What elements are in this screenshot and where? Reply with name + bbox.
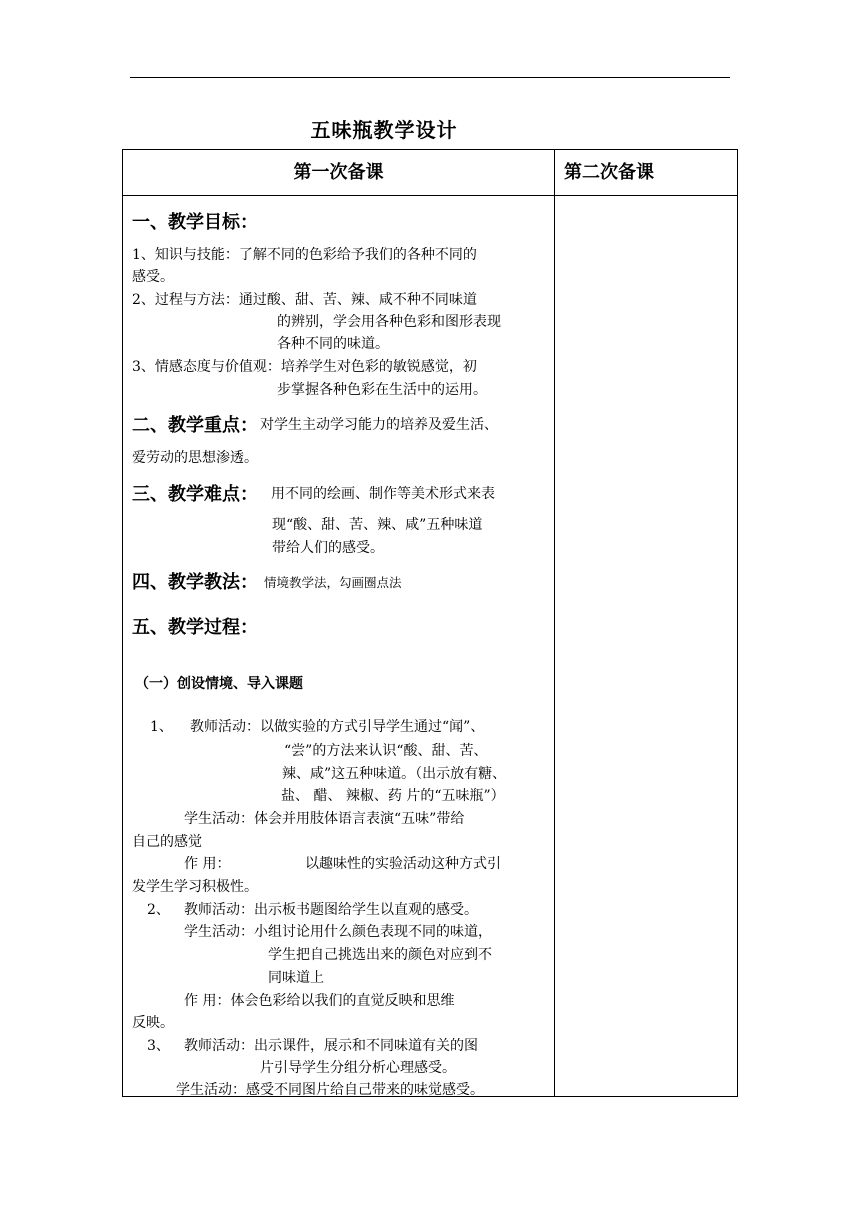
- lesson-plan-table: [122, 149, 738, 1097]
- goal3-line2: 步掌握各种色彩在生活中的运用。: [277, 382, 487, 398]
- step1-number: 1、: [150, 719, 173, 735]
- goal3-line1: 3、情感态度与价值观：培养学生对色彩的敏锐感觉，初: [132, 359, 477, 375]
- key-points-line1: 对学生主动学习能力的培养及爱生活、: [260, 417, 498, 433]
- goal2-line3: 各种不同的味道。: [277, 336, 389, 352]
- step1-teacher-line4: 盐、 醋、 辣椒、药 片的“五味瓶”）: [281, 788, 505, 804]
- key-points-heading: 二、教学重点：: [132, 415, 258, 436]
- key-points-line2: 爱劳动的思想渗透。: [132, 450, 258, 466]
- header-rule: [130, 77, 730, 78]
- teaching-method-text: 情境教学法，勾画圈点法: [264, 575, 402, 590]
- goal1-line2: 感受。: [132, 269, 174, 285]
- step3-teacher-line2: 片引导学生分组分析心理感受。: [260, 1060, 456, 1076]
- goal2-line2: 的辨别，学会用各种色彩和图形表现: [277, 314, 501, 330]
- step1-student-line1: 学生活动：体会并用肢体语言表演“五味”带给: [184, 811, 465, 827]
- step1-purpose-line1: 以趣味性的实验活动这种方式引: [305, 856, 501, 872]
- step2-number: 2、: [147, 902, 170, 918]
- step2-student-line1: 学生活动：小组讨论用什么颜色表现不同的味道，: [184, 924, 492, 940]
- step1-teacher-line3: 辣、咸”这五种味道。（出示放有糖、: [282, 766, 507, 782]
- step1-teacher-line2: “尝”的方法来认识“酸、甜、苦、: [284, 743, 488, 759]
- teaching-method-heading: 四、教学教法：: [132, 572, 258, 593]
- step1-purpose-line2: 发学生学习积极性。: [132, 879, 258, 895]
- goal1-line1: 1、知识与技能：了解不同的色彩给予我们的各种不同的: [132, 247, 477, 263]
- difficult-points-heading: 三、教学难点：: [132, 484, 258, 505]
- difficult-line2: 现“酸、甜、苦、辣、咸”五种味道: [272, 517, 483, 533]
- difficult-line3: 带给人们的感受。: [272, 540, 384, 556]
- second-prep-header: 第二次备课: [564, 162, 654, 183]
- step1-student-line2: 自己的感觉: [132, 834, 202, 850]
- difficult-line1: 用不同的绘画、制作等美术形式来表: [271, 486, 495, 502]
- goal2-line1: 2、过程与方法：通过酸、甜、苦、辣、咸不种不同味道: [132, 292, 477, 308]
- step3-student: 学生活动：感受不同图片给自己带来的味觉感受。: [176, 1082, 484, 1098]
- first-prep-header: 第一次备课: [293, 162, 384, 183]
- teaching-process-heading: 五、教学过程：: [132, 617, 258, 638]
- header-divider: [123, 195, 737, 196]
- step2-student-line3: 同味道上: [268, 970, 324, 986]
- step-one-heading: （一）创设情境、导入课题: [135, 676, 303, 692]
- goals-heading: 一、教学目标：: [132, 212, 258, 233]
- step1-teacher-line1: 以做实验的方式引导学生通过“闻”、: [260, 719, 485, 735]
- step1-purpose-label: 作 用：: [184, 856, 231, 872]
- step3-number: 3、: [147, 1038, 170, 1054]
- step1-teacher-label: 教师活动：: [190, 719, 260, 735]
- document-title: 五味瓶教学设计: [310, 118, 458, 142]
- step3-teacher-line1: 教师活动：出示课件，展示和不同味道有关的图: [184, 1038, 478, 1054]
- step2-student-line2: 学生把自己挑选出来的颜色对应到不: [268, 947, 492, 963]
- column-divider: [554, 150, 555, 1096]
- step2-teacher: 教师活动：出示板书题图给学生以直观的感受。: [184, 902, 478, 918]
- step2-purpose-line2: 反映。: [132, 1015, 174, 1031]
- step2-purpose-line1: 作 用：体会色彩给以我们的直觉反映和思维: [184, 993, 455, 1009]
